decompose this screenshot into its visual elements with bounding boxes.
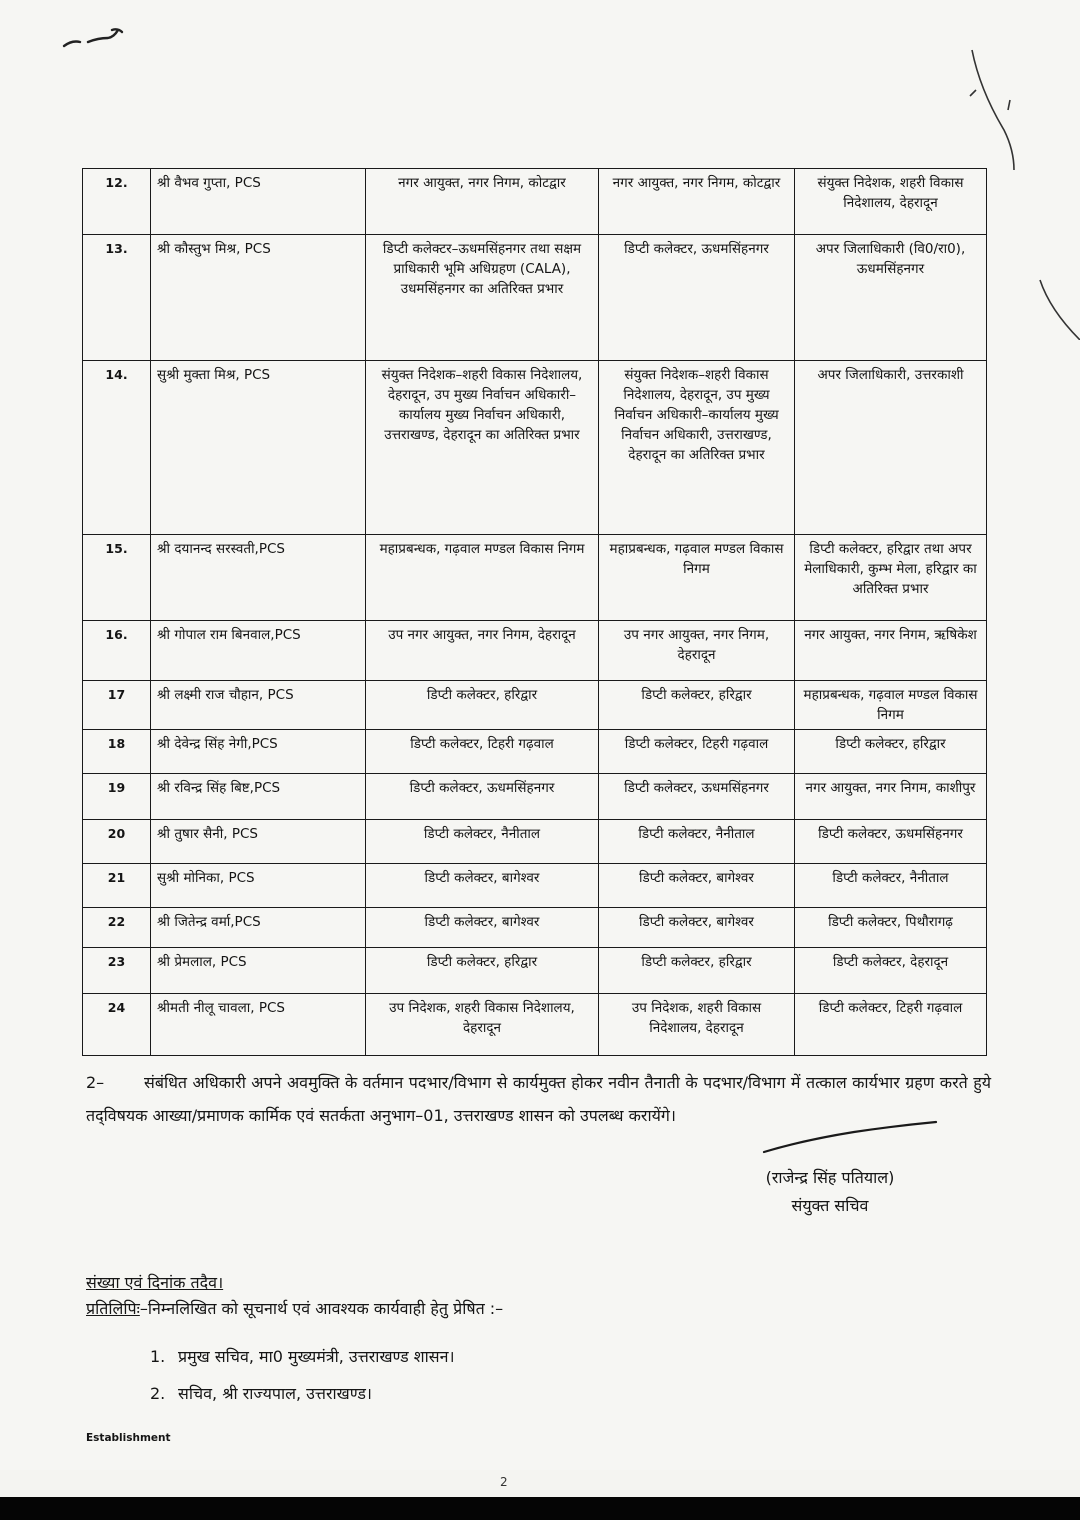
signatory-name: (राजेन्द्र सिंह पतियाल) bbox=[765, 1168, 895, 1187]
officer-name: श्री रविन्द्र सिंह बिष्ट,PCS bbox=[151, 774, 366, 820]
copy-recipient-list bbox=[150, 1338, 455, 1412]
current-post: उप निदेशक, शहरी विकास निदेशालय, देहरादून bbox=[366, 994, 599, 1056]
new-post: अपर जिलाधिकारी (वि0/रा0), ऊधमसिंहनगर bbox=[795, 235, 987, 361]
paragraph-number: 2– bbox=[86, 1073, 105, 1092]
new-post: संयुक्त निदेशक, शहरी विकास निदेशालय, देहरादून bbox=[795, 169, 987, 235]
new-post: डिप्टी कलेक्टर, देहरादून bbox=[795, 948, 987, 994]
serial-number: 18 bbox=[83, 730, 151, 774]
serial-number: 12. bbox=[83, 169, 151, 235]
list-item bbox=[150, 1338, 455, 1375]
officer-name: श्री प्रेमलाल, PCS bbox=[151, 948, 366, 994]
serial-number: 20 bbox=[83, 820, 151, 864]
transfer-table bbox=[82, 168, 987, 1056]
post-column-4: संयुक्त निदेशक–शहरी विकास निदेशालय, देहरादून, उप मुख्य निर्वाचन अधिकारी–कार्यालय मुख्य निर्वाचन अधिकारी, उत्तराखण्ड, देहरादून का अतिरिक्त प्रभार bbox=[599, 361, 795, 535]
serial-number: 24 bbox=[83, 994, 151, 1056]
current-post: डिप्टी कलेक्टर, हरिद्वार bbox=[366, 681, 599, 730]
new-post: डिप्टी कलेक्टर, हरिद्वार तथा अपर मेलाधिकारी, कुम्भ मेला, हरिद्वार का अतिरिक्त प्रभार bbox=[795, 535, 987, 621]
new-post: डिप्टी कलेक्टर, पिथौरागढ़ bbox=[795, 908, 987, 948]
post-column-4: नगर आयुक्त, नगर निगम, कोटद्वार bbox=[599, 169, 795, 235]
list-item-number: 1. bbox=[150, 1347, 166, 1366]
current-post: नगर आयुक्त, नगर निगम, कोटद्वार bbox=[366, 169, 599, 235]
officer-name: श्री दयानन्द सरस्वती,PCS bbox=[151, 535, 366, 621]
signatory-designation: संयुक्त सचिव bbox=[791, 1196, 869, 1215]
new-post: डिप्टी कलेक्टर, नैनीताल bbox=[795, 864, 987, 908]
table-row bbox=[83, 621, 987, 681]
officer-name: श्री गोपाल राम बिनवाल,PCS bbox=[151, 621, 366, 681]
current-post: डिप्टी कलेक्टर, ऊधमसिंहनगर bbox=[366, 774, 599, 820]
officer-name: श्री कौस्तुभ मिश्र, PCS bbox=[151, 235, 366, 361]
post-column-4: उप निदेशक, शहरी विकास निदेशालय, देहरादून bbox=[599, 994, 795, 1056]
bottom-black-bar bbox=[0, 1497, 1080, 1520]
post-column-4: उप नगर आयुक्त, नगर निगम, देहरादून bbox=[599, 621, 795, 681]
table-row bbox=[83, 820, 987, 864]
serial-number: 16. bbox=[83, 621, 151, 681]
current-post: डिप्टी कलेक्टर, नैनीताल bbox=[366, 820, 599, 864]
table-row bbox=[83, 361, 987, 535]
new-post: डिप्टी कलेक्टर, ऊधमसिंहनगर bbox=[795, 820, 987, 864]
table-row bbox=[83, 681, 987, 730]
officer-name: श्री तुषार सैनी, PCS bbox=[151, 820, 366, 864]
copy-label: प्रतिलिपिः bbox=[86, 1299, 140, 1318]
current-post: डिप्टी कलेक्टर, टिहरी गढ़वाल bbox=[366, 730, 599, 774]
copy-to-line bbox=[86, 1296, 503, 1322]
current-post: उप नगर आयुक्त, नगर निगम, देहरादून bbox=[366, 621, 599, 681]
list-item-text: प्रमुख सचिव, मा0 मुख्यमंत्री, उत्तराखण्ड शासन। bbox=[178, 1347, 455, 1366]
post-column-4: डिप्टी कलेक्टर, हरिद्वार bbox=[599, 948, 795, 994]
officer-name: श्री वैभव गुप्ता, PCS bbox=[151, 169, 366, 235]
reference-block bbox=[86, 1270, 503, 1322]
serial-number: 15. bbox=[83, 535, 151, 621]
table-row bbox=[83, 948, 987, 994]
current-post: महाप्रबन्धक, गढ़वाल मण्डल विकास निगम bbox=[366, 535, 599, 621]
table-row bbox=[83, 235, 987, 361]
list-item-number: 2. bbox=[150, 1384, 166, 1403]
table-row bbox=[83, 908, 987, 948]
new-post: डिप्टी कलेक्टर, टिहरी गढ़वाल bbox=[795, 994, 987, 1056]
new-post: अपर जिलाधिकारी, उत्तरकाशी bbox=[795, 361, 987, 535]
serial-number: 13. bbox=[83, 235, 151, 361]
table-row bbox=[83, 864, 987, 908]
table-row bbox=[83, 730, 987, 774]
post-column-4: डिप्टी कलेक्टर, ऊधमसिंहनगर bbox=[599, 235, 795, 361]
post-column-4: डिप्टी कलेक्टर, ऊधमसिंहनगर bbox=[599, 774, 795, 820]
reference-number-date: संख्या एवं दिनांक तदैव। bbox=[86, 1273, 224, 1292]
post-column-4: डिप्टी कलेक्टर, बागेश्वर bbox=[599, 864, 795, 908]
new-post: नगर आयुक्त, नगर निगम, ऋषिकेश bbox=[795, 621, 987, 681]
officer-name: श्री देवेन्द्र सिंह नेगी,PCS bbox=[151, 730, 366, 774]
officer-name: सुश्री मोनिका, PCS bbox=[151, 864, 366, 908]
post-column-4: डिप्टी कलेक्टर, टिहरी गढ़वाल bbox=[599, 730, 795, 774]
new-post: डिप्टी कलेक्टर, हरिद्वार bbox=[795, 730, 987, 774]
serial-number: 19 bbox=[83, 774, 151, 820]
current-post: संयुक्त निदेशक–शहरी विकास निदेशालय, देहरादून, उप मुख्य निर्वाचन अधिकारी–कार्यालय मुख्य निर्वाचन अधिकारी, उत्तराखण्ड, देहरादून का अतिरिक्त प्रभार bbox=[366, 361, 599, 535]
current-post: डिप्टी कलेक्टर–ऊधमसिंहनगर तथा सक्षम प्राधिकारी भूमि अधिग्रहण (CALA), उधमसिंहनगर का अतिरिक्त प्रभार bbox=[366, 235, 599, 361]
current-post: डिप्टी कलेक्टर, बागेश्वर bbox=[366, 864, 599, 908]
serial-number: 23 bbox=[83, 948, 151, 994]
transfer-table-body bbox=[83, 169, 987, 1056]
table-row bbox=[83, 169, 987, 235]
post-column-4: डिप्टी कलेक्टर, बागेश्वर bbox=[599, 908, 795, 948]
serial-number: 22 bbox=[83, 908, 151, 948]
officer-name: सुश्री मुक्ता मिश्र, PCS bbox=[151, 361, 366, 535]
officer-name: श्रीमती नीलू चावला, PCS bbox=[151, 994, 366, 1056]
serial-number: 17 bbox=[83, 681, 151, 730]
paragraph-text: संबंधित अधिकारी अपने अवमुक्ति के वर्तमान पदभार/विभाग से कार्यमुक्त होकर नवीन तैनाती के पदभार/विभाग में तत्काल कार्यभार ग्रहण करते हुये तद्‌विषयक आख्या/प्रमाणक कार्मिक एवं सतर्कता अनुभाग–01, उत्तराखण्ड शासन को उपलब्ध करायेंगे। bbox=[86, 1073, 991, 1125]
new-post: महाप्रबन्धक, गढ़वाल मण्डल विकास निगम bbox=[795, 681, 987, 730]
post-column-4: महाप्रबन्धक, गढ़वाल मण्डल विकास निगम bbox=[599, 535, 795, 621]
table-row bbox=[83, 535, 987, 621]
officer-name: श्री लक्ष्मी राज चौहान, PCS bbox=[151, 681, 366, 730]
post-column-4: डिप्टी कलेक्टर, नैनीताल bbox=[599, 820, 795, 864]
current-post: डिप्टी कलेक्टर, हरिद्वार bbox=[366, 948, 599, 994]
serial-number: 14. bbox=[83, 361, 151, 535]
signature-stroke bbox=[760, 1118, 940, 1158]
list-item-text: सचिव, श्री राज्यपाल, उत्तराखण्ड। bbox=[178, 1384, 372, 1403]
serial-number: 21 bbox=[83, 864, 151, 908]
copy-text: –निम्नलिखित को सूचनार्थ एवं आवश्यक कार्यवाही हेतु प्रेषित :– bbox=[139, 1299, 504, 1318]
establishment-label: Establishment bbox=[86, 1432, 171, 1444]
signature-block bbox=[740, 1164, 920, 1220]
pen-scribble-mark bbox=[60, 20, 140, 60]
table-row bbox=[83, 774, 987, 820]
post-column-4: डिप्टी कलेक्टर, हरिद्वार bbox=[599, 681, 795, 730]
current-post: डिप्टी कलेक्टर, बागेश्वर bbox=[366, 908, 599, 948]
officer-name: श्री जितेन्द्र वर्मा,PCS bbox=[151, 908, 366, 948]
page-number: 2 bbox=[500, 1475, 508, 1489]
table-row bbox=[83, 994, 987, 1056]
list-item bbox=[150, 1375, 455, 1412]
new-post: नगर आयुक्त, नगर निगम, काशीपुर bbox=[795, 774, 987, 820]
